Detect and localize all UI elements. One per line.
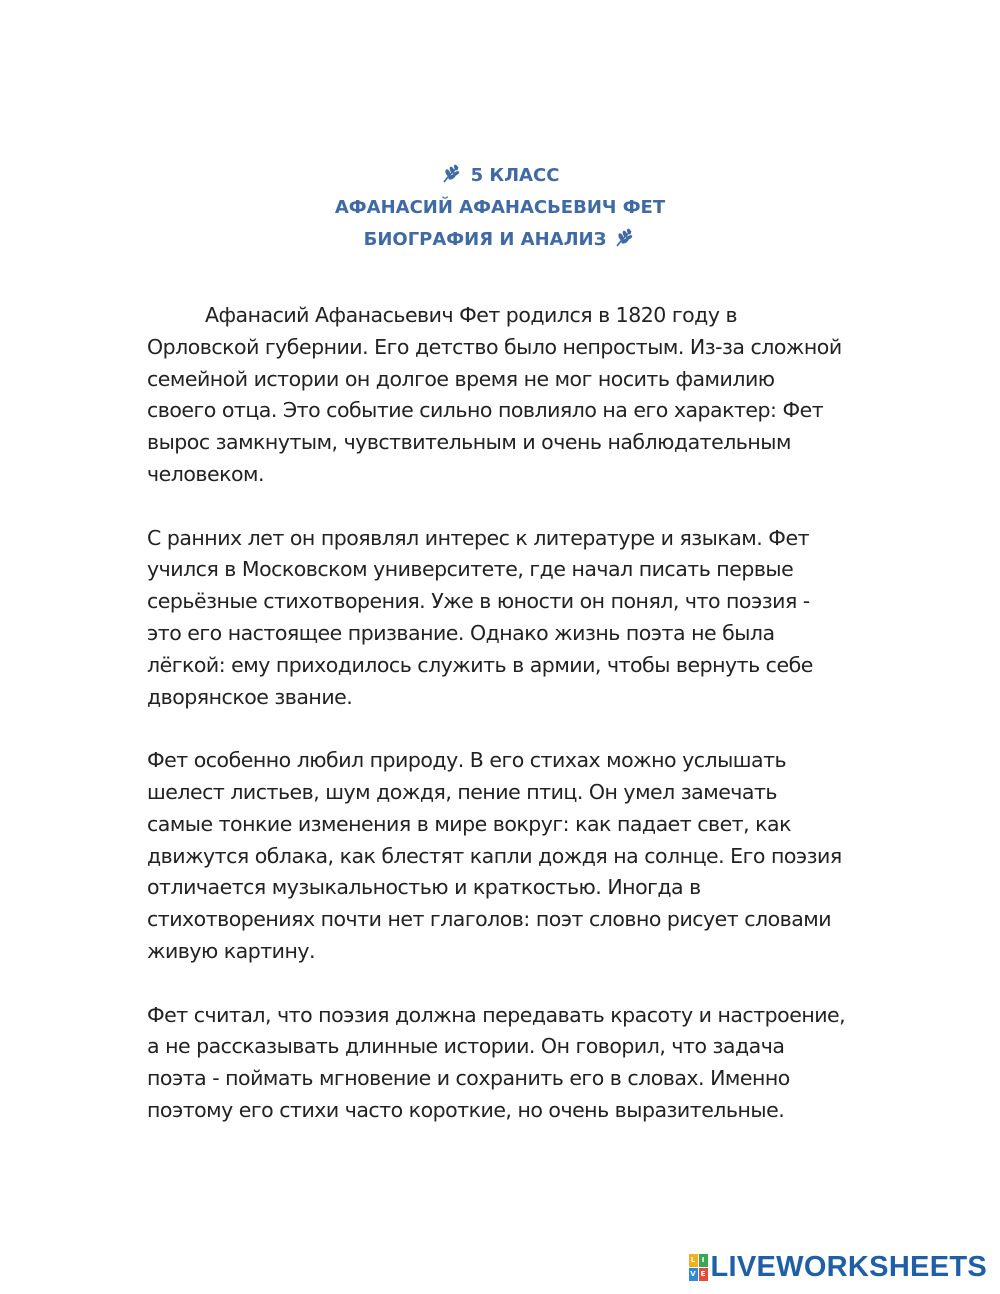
paragraph-childhood: Афанасий Афанасьевич Фет родился в 1820 году в Орловской губернии. Его детство было непростым. Из-за сложной семейной истории он долгое время не мог носить фамилию своего отца. Это событие сильно повлияло на его характер: Фет вырос замкнутым, чувствительным и очень наблюдательным человеком. bbox=[147, 303, 842, 486]
logo-block: L bbox=[689, 1254, 698, 1267]
logo-blocks-icon bbox=[689, 1254, 708, 1281]
header-grade: 5 КЛАСС bbox=[470, 165, 560, 186]
header-subtitle: БИОГРАФИЯ И АНАЛИЗ bbox=[363, 229, 607, 250]
document-header bbox=[0, 160, 1000, 256]
header-author: АФАНАСИЙ АФАНАСЬЕВИЧ ФЕТ bbox=[334, 197, 666, 218]
logo-block: V bbox=[689, 1268, 698, 1281]
header-line-grade bbox=[0, 160, 1000, 192]
paragraph-nature: Фет особенно любил природу. В его стихах можно услышать шелест листьев, шум дождя, пение птиц. Он умел замечать самые тонкие изменения в мире вокруг: как падает свет, как движутся облака, как блестят капли дождя на солнце. Его поэзия отличается музыкальностью и краткостью. Иногда в стихотворениях почти нет глаголов: поэт словно рисует словами живую картину. bbox=[147, 748, 842, 963]
logo-text: LIVEWORKSHEETS bbox=[710, 1251, 987, 1283]
logo-block: E bbox=[699, 1268, 708, 1281]
laurel-leaf-icon bbox=[441, 164, 463, 184]
biography-text bbox=[147, 300, 867, 1159]
liveworksheets-logo bbox=[689, 1253, 988, 1281]
header-line-subtitle bbox=[0, 224, 1000, 256]
logo-block: I bbox=[699, 1254, 708, 1267]
paragraph-poetry-views: Фет считал, что поэзия должна передавать красоту и настроение, а не рассказывать длинные истории. Он говорил, что задача поэта - поймать мгновение и сохранить его в словах. Именно поэтому его стихи часто короткие, но очень выразительные. bbox=[147, 1002, 846, 1122]
paragraph-education: С ранних лет он проявлял интерес к литературе и языкам. Фет учился в Московском университете, где начал писать первые серьёзные стихотворения. Уже в юности он понял, что поэзия - это его настоящее призвание. Однако жизнь поэта не была лёгкой: ему приходилось служить в армии, чтобы вернуть себе дворянское звание. bbox=[147, 525, 813, 709]
laurel-leaf-icon bbox=[614, 228, 636, 248]
